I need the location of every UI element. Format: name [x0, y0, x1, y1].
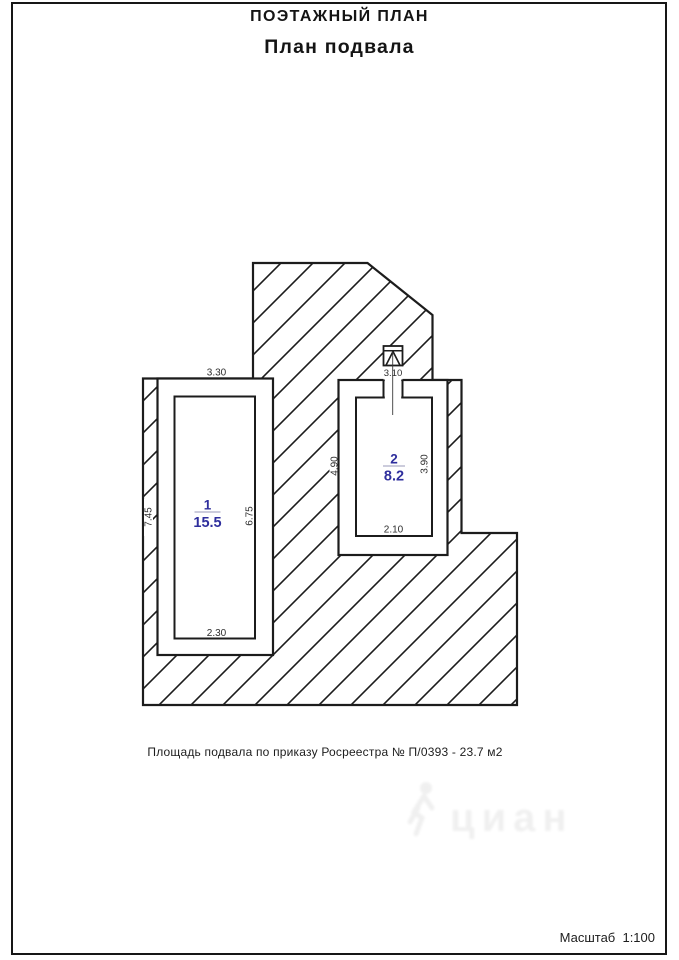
page-subtitle: План подвала [264, 36, 415, 58]
dim-room2-inner-height: 3.90 [419, 454, 431, 474]
room-2-area: 8.2 [383, 468, 405, 485]
scale-label: Масштаб 1:100 [559, 930, 655, 945]
area-caption: Площадь подвала по приказу Росреестра № П/0393 - 23.7 м2 [147, 745, 503, 759]
dim-room2-outer-height: 4.90 [329, 456, 341, 476]
room-1-number: 1 [203, 497, 212, 513]
dim-room1-inner-width: 2.30 [206, 628, 227, 639]
dim-room1-inner-height: 6.75 [244, 506, 256, 526]
dim-room1-outer-width: 3.30 [206, 367, 227, 379]
dim-room2-inner-width: 2.10 [383, 524, 404, 536]
dim-room1-outer-height: 7.45 [143, 507, 155, 527]
page-title: ПОЭТАЖНЫЙ ПЛАН [250, 8, 429, 25]
watermark-text: циан [450, 796, 574, 840]
room-1-area: 15.5 [193, 515, 222, 531]
dim-room2-door: 3.10 [383, 368, 403, 379]
room-2-number: 2 [390, 451, 398, 467]
